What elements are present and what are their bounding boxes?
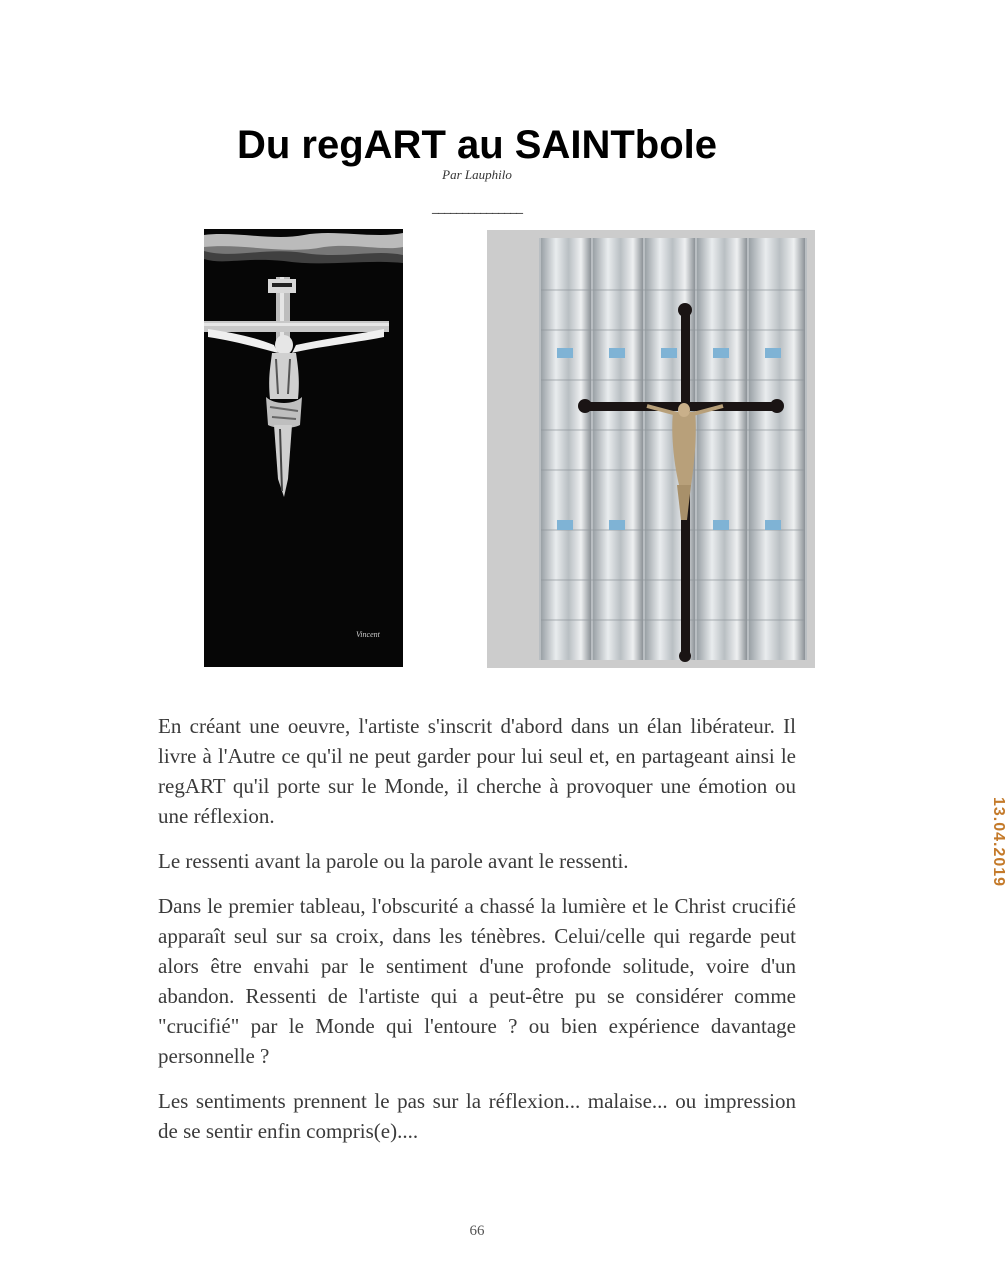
separator-rule: _______________ [432,201,522,216]
bottles-crucifix-photo [487,230,1007,888]
paragraph: Les sentiments prennent le pas sur la réflexion... malaise... ou impression de se sentir enfin compris(e).... [158,1089,796,1143]
byline: Par Lauphilo [442,167,512,182]
page-number: 66 [469,1223,485,1239]
bottles-photo-svg [487,230,815,668]
painting-signature: Vincent [356,630,380,639]
black-crucifix-painting [204,229,403,667]
photo-date-stamp: 13.04.2019 [990,797,1007,888]
paragraph: Le ressenti avant la parole ou la parole avant le ressenti. [158,849,629,873]
paragraph: En créant une oeuvre, l'artiste s'inscrit d'abord dans un élan libérateur. Il livre à l'Autre ce qu'il ne peut garder pour lui seul et, en partageant ainsi le regART qu'il porte sur le Monde, il cherche à provoquer une émotion ou une réflexion. [158,714,796,828]
page-title: Du regART au SAINTbole [236,123,718,167]
body-text [158,711,796,1161]
crucifix-painting-svg [204,229,403,667]
paragraph: Dans le premier tableau, l'obscurité a chassé la lumière et le Christ crucifié apparaît seul sur sa croix, dans les ténèbres. Celui/celle qui regarde peut alors être envahi par le sentiment d'une profonde solitude, voire d'un abandon. Ressenti de l'artiste qui a peut-être pu se considérer comme "crucifié" par le Monde qui l'entoure ? ou bien expérience davantage personnelle ? [158,894,796,1068]
